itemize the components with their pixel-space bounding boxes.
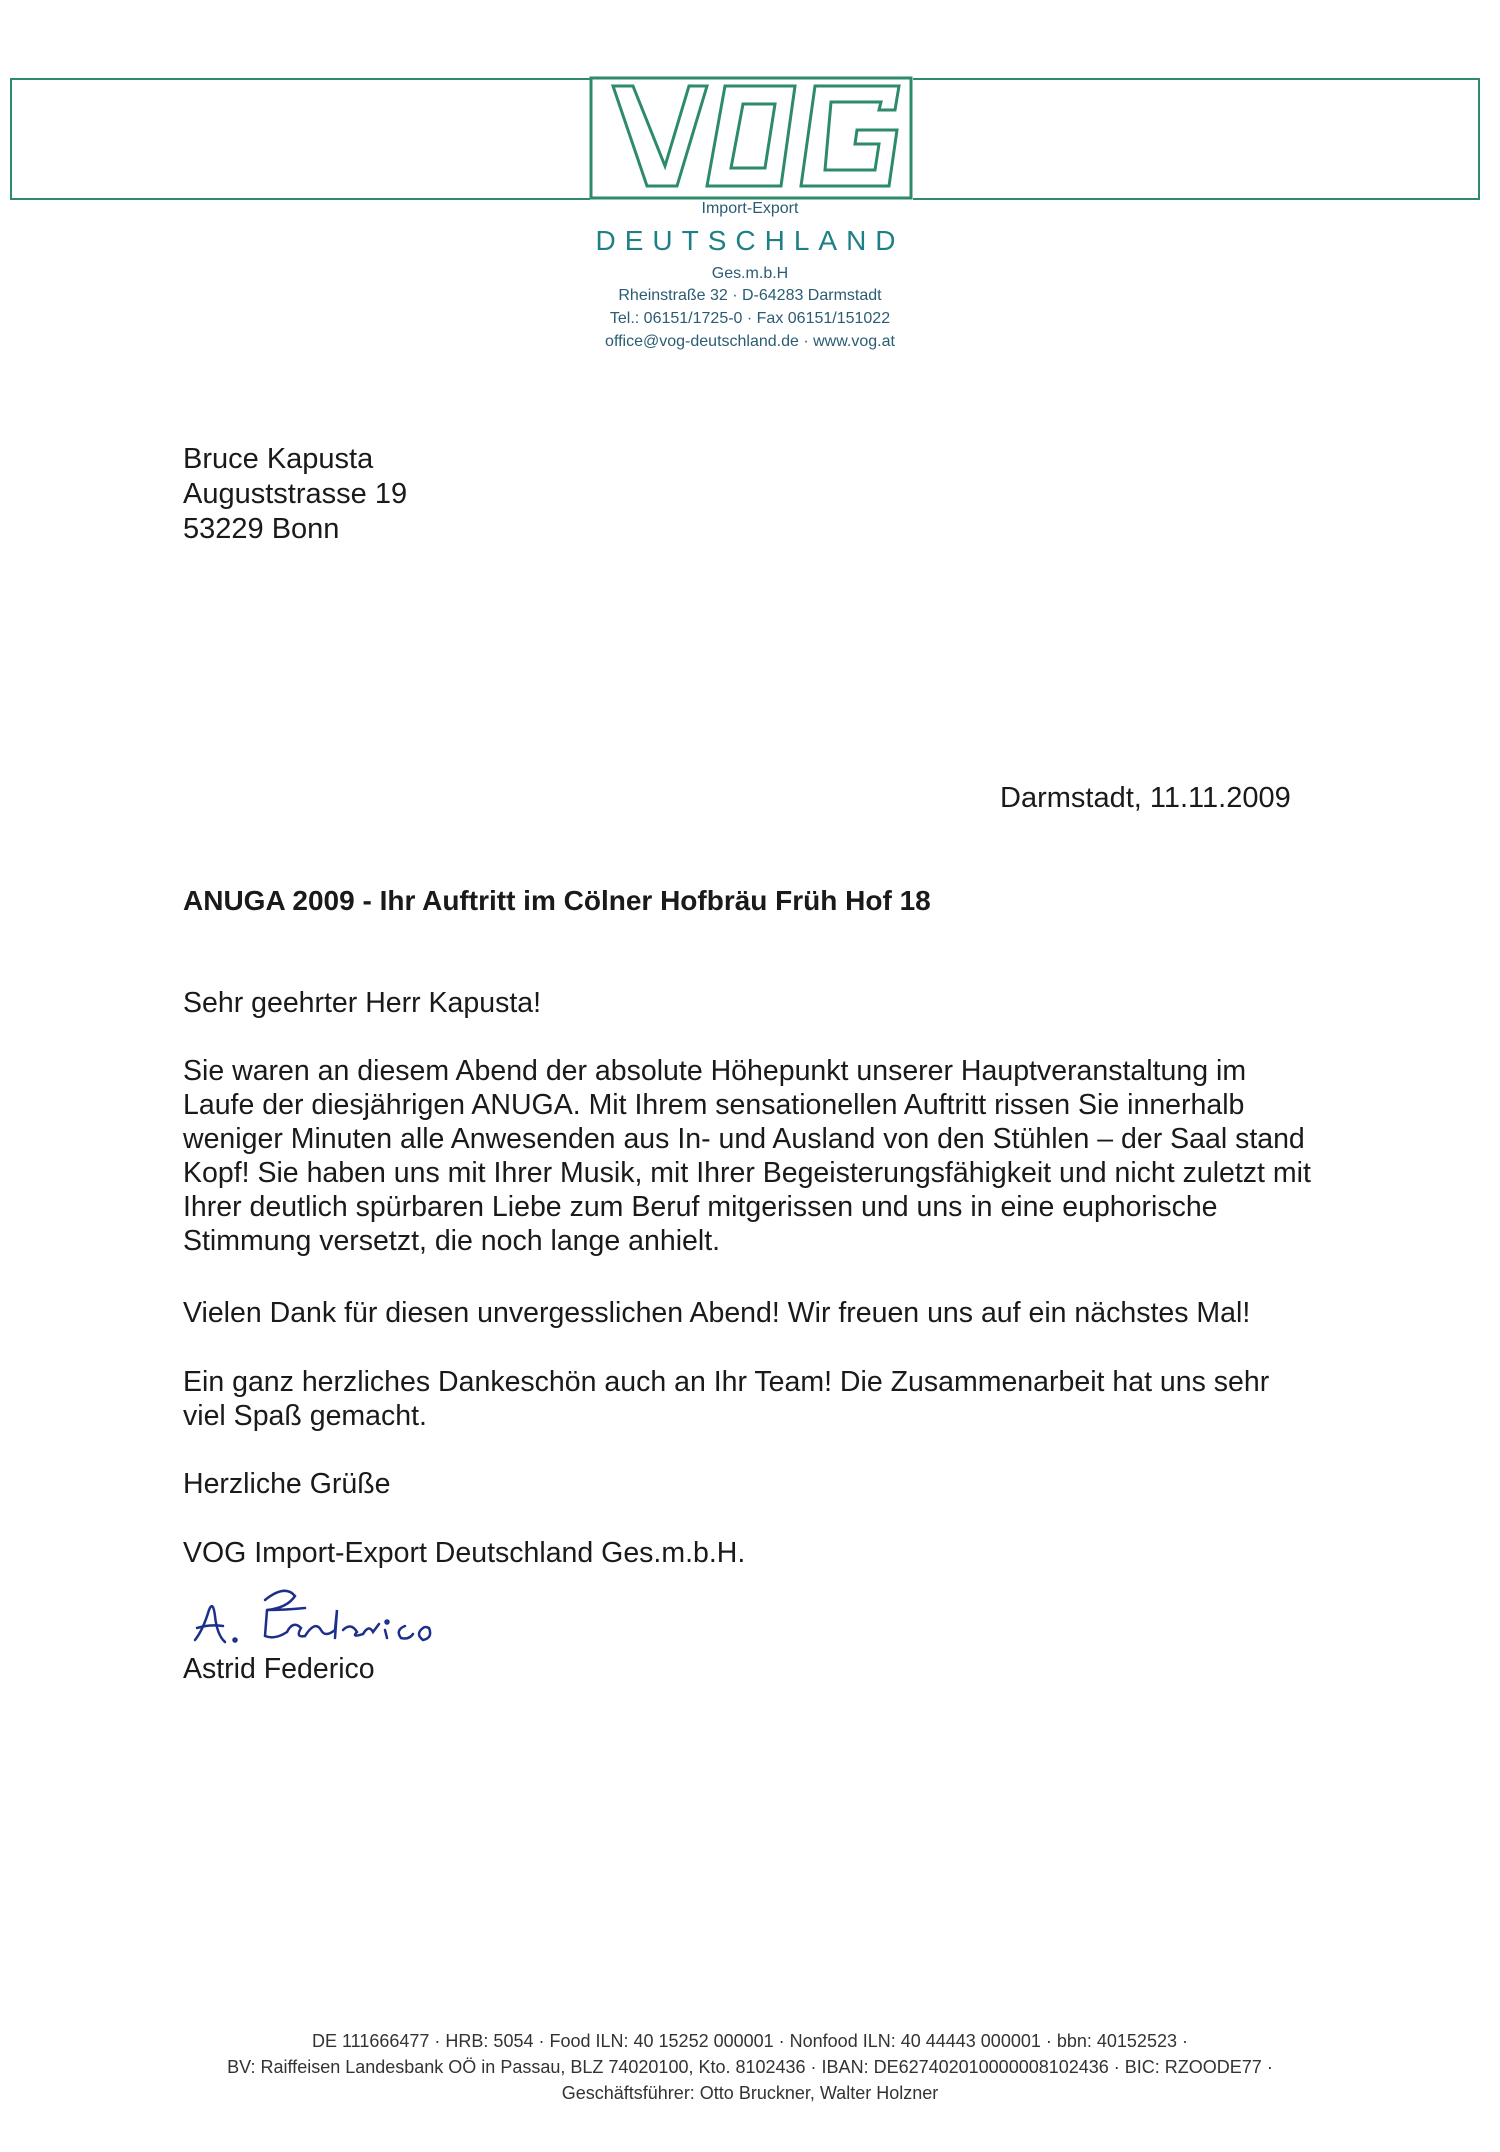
letter-subject: ANUGA 2009 - Ihr Auftritt im Cölner Hofbräu Früh Hof 18 [183,885,931,916]
recipient-address [183,442,407,547]
footer-bank-details: BV: Raiffeisen Landesbank OÖ in Passau, BLZ 74020100, Kto. 8102436 · IBAN: DE627402010000008102436 · BIC: RZOODE77 · [227,2057,1273,2077]
company-tagline: Import-Export [701,200,799,217]
closing: Herzliche Grüße [183,1468,391,1500]
letter-date: Darmstadt, 11.11.2009 [1000,782,1291,814]
body-paragraph-1: Sie waren an diesem Abend der absolute Höhepunkt unserer Hauptveranstaltung im Laufe der diesjährigen ANUGA. Mit Ihrem sensationellen Auftritt rissen Sie innerhalb weniger Minuten alle Anwesenden aus In- und Ausland von den Stühlen – der Saal stand Kopf! Sie haben uns mit Ihrer Musik, mit Ihrer Begeisterungsfähigkeit und nicht zuletzt mit Ihrer deutlich spürbaren Liebe zum Beruf mitgerissen und uns in eine euphorische Stimmung versetzt, die noch lange anhielt. [183,1055,1311,1257]
signer-name: Astrid Federico [183,1653,375,1685]
vog-logo [585,66,917,206]
company-legal-form: Ges.m.b.H [711,265,789,282]
handwritten-signature [175,1580,475,1655]
recipient-name: Bruce Kapusta [183,443,374,475]
footer-registration: DE 111666477 · HRB: 5054 · Food ILN: 40 15252 000001 · Nonfood ILN: 40 44443 000001 · bbn: 40152523 · [312,2031,1188,2051]
company-country: DEUTSCHLAND [595,225,905,256]
company-phone-fax: Tel.: 06151/1725-0 · Fax 06151/151022 [609,310,891,327]
salutation: Sehr geehrter Herr Kapusta! [183,987,542,1019]
header-band-right [913,78,1480,200]
body-paragraph-2: Vielen Dank für diesen unvergesslichen Abend! Wir freuen uns auf ein nächstes Mal! [183,1297,1251,1329]
company-address: Rheinstraße 32 · D-64283 Darmstadt [618,287,882,304]
company-email-web[interactable]: office@vog-deutschland.de · www.vog.at [605,333,895,350]
body-paragraph-3: Ein ganz herzliches Dankeschön auch an Ihr Team! Die Zusammenarbeit hat uns sehr viel Spaß gemacht. [183,1366,1270,1432]
recipient-street: Auguststrasse 19 [183,478,408,510]
header-band-left [10,78,590,200]
recipient-city: 53229 Bonn [183,513,340,545]
company-signoff: VOG Import-Export Deutschland Ges.m.b.H. [183,1537,746,1569]
footer-managing-directors: Geschäftsführer: Otto Bruckner, Walter Holzner [561,2083,939,2103]
